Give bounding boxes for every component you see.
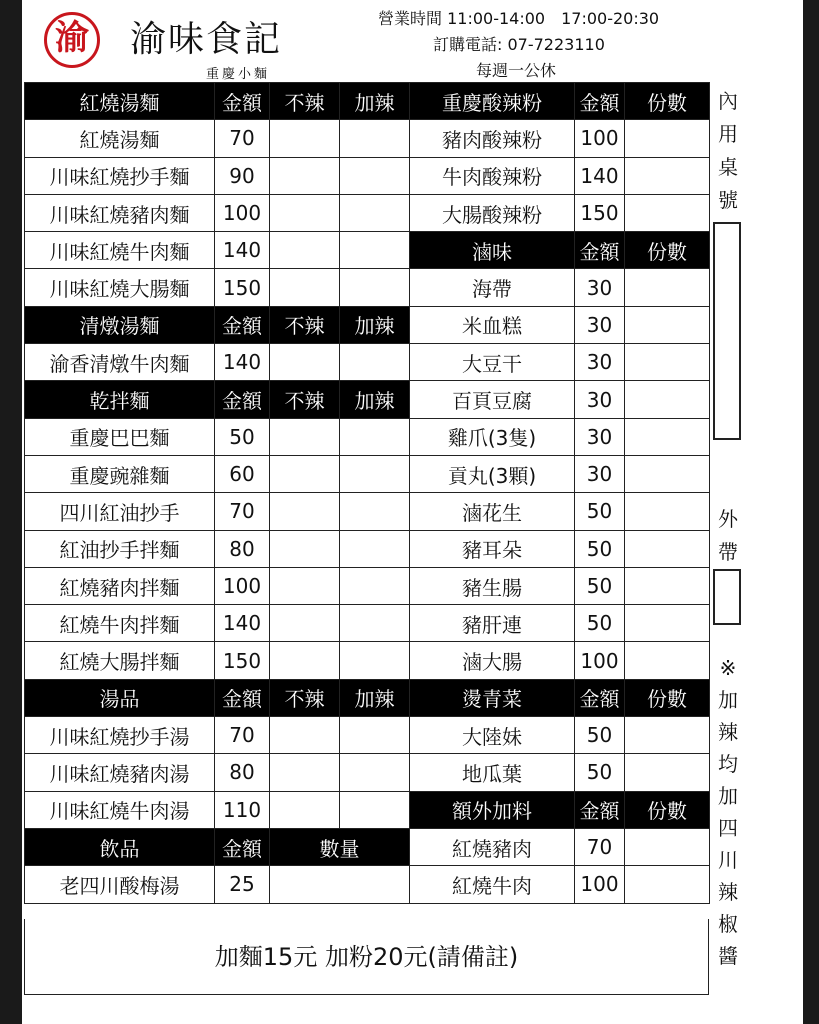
menu-item-price: 30: [575, 455, 625, 492]
mild-order-cell[interactable]: [270, 791, 340, 828]
mild-order-cell[interactable]: [270, 493, 340, 530]
mild-order-cell[interactable]: [270, 194, 340, 231]
menu-item-name: 川味紅燒牛肉湯: [25, 791, 215, 828]
closed-day: 每週一公休: [476, 61, 557, 80]
portion-cell[interactable]: [625, 344, 710, 381]
menu-item-name: 紅燒豬肉拌麵: [25, 567, 215, 604]
menu-item-price: 30: [575, 418, 625, 455]
portion-cell[interactable]: [625, 717, 710, 754]
menu-item-name: 大陸妹: [410, 717, 575, 754]
menu-item-name: 川味紅燒抄手麵: [25, 157, 215, 194]
menu-item-price: 30: [575, 381, 625, 418]
section-header: 額外加料: [410, 791, 575, 828]
table-row: [25, 717, 710, 754]
spicy-order-cell[interactable]: [340, 530, 410, 567]
spicy-order-cell[interactable]: [340, 791, 410, 828]
mild-order-cell[interactable]: [270, 754, 340, 791]
portion-cell[interactable]: [625, 418, 710, 455]
menu-item-name: 滷大腸: [410, 642, 575, 679]
spice-note: [713, 652, 743, 972]
menu-item-price: 140: [215, 232, 270, 269]
menu-item-name: 川味紅燒豬肉麵: [25, 194, 215, 231]
column-header: 份數: [625, 232, 710, 269]
portion-cell[interactable]: [625, 306, 710, 343]
menu-item-price: 30: [575, 269, 625, 306]
spicy-order-cell[interactable]: [340, 642, 410, 679]
column-header: 金額: [575, 83, 625, 120]
section-header: 湯品: [25, 679, 215, 716]
portion-cell[interactable]: [625, 754, 710, 791]
table-row: [25, 232, 710, 269]
dine-in-table-label: [713, 85, 743, 217]
shop-name: 渝味食記: [130, 19, 283, 60]
menu-item-price: 50: [575, 493, 625, 530]
table-row: [25, 344, 710, 381]
portion-cell[interactable]: [625, 642, 710, 679]
menu-item-price: 150: [215, 269, 270, 306]
spicy-order-cell[interactable]: [340, 232, 410, 269]
spicy-order-cell[interactable]: [340, 194, 410, 231]
portion-cell[interactable]: [625, 269, 710, 306]
menu-item-name: 豬耳朵: [410, 530, 575, 567]
column-header: 金額: [215, 828, 270, 865]
mild-order-cell[interactable]: [270, 455, 340, 492]
table-row: [25, 605, 710, 642]
menu-item-name: 重慶巴巴麵: [25, 418, 215, 455]
menu-item-price: 90: [215, 157, 270, 194]
menu-item-name: 川味紅燒大腸麵: [25, 269, 215, 306]
menu-item-price: 140: [575, 157, 625, 194]
menu-item-name: 豬生腸: [410, 567, 575, 604]
table-row: [25, 866, 710, 903]
menu-item-price: 140: [215, 344, 270, 381]
menu-item-price: 100: [575, 120, 625, 157]
portion-cell[interactable]: [625, 194, 710, 231]
menu-item-name: 牛肉酸辣粉: [410, 157, 575, 194]
mild-order-cell[interactable]: [270, 717, 340, 754]
column-header: 加辣: [340, 381, 410, 418]
spicy-order-cell[interactable]: [340, 455, 410, 492]
mild-order-cell[interactable]: [270, 120, 340, 157]
column-header: 不辣: [270, 381, 340, 418]
mild-order-cell[interactable]: [270, 567, 340, 604]
menu-item-price: 100: [575, 642, 625, 679]
portion-cell[interactable]: [625, 605, 710, 642]
column-header: 金額: [575, 679, 625, 716]
section-header: 乾拌麵: [25, 381, 215, 418]
menu-item-name: 雞爪(3隻): [410, 418, 575, 455]
mild-order-cell[interactable]: [270, 269, 340, 306]
menu-item-price: 150: [215, 642, 270, 679]
column-header: 加辣: [340, 306, 410, 343]
table-row: [25, 455, 710, 492]
menu-item-name: 老四川酸梅湯: [25, 866, 215, 903]
menu-item-name: 四川紅油抄手: [25, 493, 215, 530]
takeout-label: [713, 503, 743, 569]
column-header: 數量: [270, 828, 410, 865]
mild-order-cell[interactable]: [270, 530, 340, 567]
column-header: 金額: [215, 679, 270, 716]
portion-cell[interactable]: [625, 828, 710, 865]
portion-cell[interactable]: [625, 455, 710, 492]
column-header: 份數: [625, 679, 710, 716]
spicy-order-cell[interactable]: [340, 567, 410, 604]
menu-item-name: 川味紅燒豬肉湯: [25, 754, 215, 791]
table-row: [25, 642, 710, 679]
column-header: 份數: [625, 791, 710, 828]
menu-item-price: 70: [215, 717, 270, 754]
spicy-order-cell[interactable]: [340, 344, 410, 381]
menu-item-name: 海帶: [410, 269, 575, 306]
table-row: [25, 791, 710, 828]
mild-order-cell[interactable]: [270, 642, 340, 679]
portion-cell[interactable]: [625, 381, 710, 418]
menu-item-price: 70: [215, 493, 270, 530]
mild-order-cell[interactable]: [270, 418, 340, 455]
menu-item-name: 川味紅燒抄手湯: [25, 717, 215, 754]
menu-item-price: 50: [575, 754, 625, 791]
shop-subtitle: 重慶小麵: [206, 67, 271, 82]
menu-item-price: 150: [575, 194, 625, 231]
menu-item-name: 紅油抄手拌麵: [25, 530, 215, 567]
column-header: 金額: [215, 83, 270, 120]
table-row: [25, 157, 710, 194]
table-row: [25, 679, 710, 716]
menu-item-name: 百頁豆腐: [410, 381, 575, 418]
table-row: [25, 120, 710, 157]
table-row: [25, 530, 710, 567]
menu-item-price: 50: [575, 605, 625, 642]
spicy-order-cell[interactable]: [340, 157, 410, 194]
menu-item-price: 60: [215, 455, 270, 492]
spicy-order-cell[interactable]: [340, 418, 410, 455]
column-header: 不辣: [270, 83, 340, 120]
portion-cell[interactable]: [625, 567, 710, 604]
column-header: 金額: [215, 381, 270, 418]
menu-item-price: 70: [575, 828, 625, 865]
mild-order-cell[interactable]: [270, 605, 340, 642]
vertical-text: 內用桌號: [718, 89, 738, 212]
menu-item-name: 滷花生: [410, 493, 575, 530]
portion-cell[interactable]: [625, 157, 710, 194]
column-header: 加辣: [340, 679, 410, 716]
table-row: [25, 381, 710, 418]
table-row: [25, 83, 710, 120]
portion-cell[interactable]: [625, 866, 710, 903]
menu-item-price: 100: [215, 194, 270, 231]
column-header: 加辣: [340, 83, 410, 120]
column-header: 份數: [625, 83, 710, 120]
column-header: 不辣: [270, 679, 340, 716]
menu-item-price: 50: [575, 567, 625, 604]
menu-item-price: 80: [215, 754, 270, 791]
footer-note: 加麵15元 加粉20元(請備註): [24, 919, 709, 995]
menu-item-name: 渝香清燉牛肉麵: [25, 344, 215, 381]
spicy-order-cell[interactable]: [340, 493, 410, 530]
column-header: 金額: [575, 791, 625, 828]
portion-cell[interactable]: [625, 493, 710, 530]
menu-item-name: 重慶豌雜麵: [25, 455, 215, 492]
portion-cell[interactable]: [625, 120, 710, 157]
table-row: [25, 269, 710, 306]
spicy-order-cell[interactable]: [340, 269, 410, 306]
vertical-text: 外帶: [718, 507, 738, 564]
table-row: [25, 567, 710, 604]
mild-order-cell[interactable]: [270, 157, 340, 194]
spicy-order-cell[interactable]: [340, 120, 410, 157]
menu-item-name: 大腸酸辣粉: [410, 194, 575, 231]
menu-item-name: 地瓜葉: [410, 754, 575, 791]
table-row: [25, 306, 710, 343]
column-header: 不辣: [270, 306, 340, 343]
menu-item-name: 紅燒牛肉: [410, 866, 575, 903]
menu-item-price: 110: [215, 791, 270, 828]
portion-cell[interactable]: [625, 530, 710, 567]
section-header: 重慶酸辣粉: [410, 83, 575, 120]
table-row: [25, 418, 710, 455]
menu-item-name: 紅燒牛肉拌麵: [25, 605, 215, 642]
menu-item-name: 紅燒湯麵: [25, 120, 215, 157]
business-hours: 營業時間 11:00-14:00 17:00-20:30: [378, 9, 660, 28]
menu-table: [24, 82, 710, 904]
menu-item-price: 25: [215, 866, 270, 903]
table-row: [25, 754, 710, 791]
menu-item-price: 140: [215, 605, 270, 642]
section-header: 飲品: [25, 828, 215, 865]
menu-item-price: 100: [575, 866, 625, 903]
section-header: 清燉湯麵: [25, 306, 215, 343]
vertical-text: ※加辣均加四川辣椒醬: [718, 656, 738, 968]
table-row: [25, 828, 710, 865]
section-header: 燙青菜: [410, 679, 575, 716]
table-row: [25, 194, 710, 231]
section-header: 紅燒湯麵: [25, 83, 215, 120]
logo-seal-char: 渝: [55, 18, 89, 58]
column-header: 金額: [215, 306, 270, 343]
menu-item-price: 80: [215, 530, 270, 567]
order-phone: 訂購電話: 07-7223110: [433, 35, 605, 54]
menu-item-name: 豬肉酸辣粉: [410, 120, 575, 157]
menu-item-price: 50: [575, 530, 625, 567]
menu-item-name: 川味紅燒牛肉麵: [25, 232, 215, 269]
mild-order-cell[interactable]: [270, 232, 340, 269]
spicy-order-cell[interactable]: [340, 717, 410, 754]
shop-logo: [44, 12, 284, 82]
menu-item-name: 豬肝連: [410, 605, 575, 642]
quantity-cell[interactable]: [270, 866, 410, 903]
menu-item-name: 紅燒大腸拌麵: [25, 642, 215, 679]
menu-item-name: 大豆干: [410, 344, 575, 381]
menu-item-name: 紅燒豬肉: [410, 828, 575, 865]
menu-item-price: 100: [215, 567, 270, 604]
menu-item-price: 30: [575, 344, 625, 381]
spicy-order-cell[interactable]: [340, 754, 410, 791]
section-header: 滷味: [410, 232, 575, 269]
menu-item-price: 70: [215, 120, 270, 157]
menu-item-name: 貢丸(3顆): [410, 455, 575, 492]
menu-item-name: 米血糕: [410, 306, 575, 343]
dine-in-table-box[interactable]: [713, 222, 741, 440]
mild-order-cell[interactable]: [270, 344, 340, 381]
menu-item-price: 30: [575, 306, 625, 343]
shop-info: [378, 6, 659, 84]
table-row: [25, 493, 710, 530]
column-header: 金額: [575, 232, 625, 269]
takeout-box[interactable]: [713, 569, 741, 625]
spicy-order-cell[interactable]: [340, 605, 410, 642]
menu-item-price: 50: [215, 418, 270, 455]
menu-item-price: 50: [575, 717, 625, 754]
